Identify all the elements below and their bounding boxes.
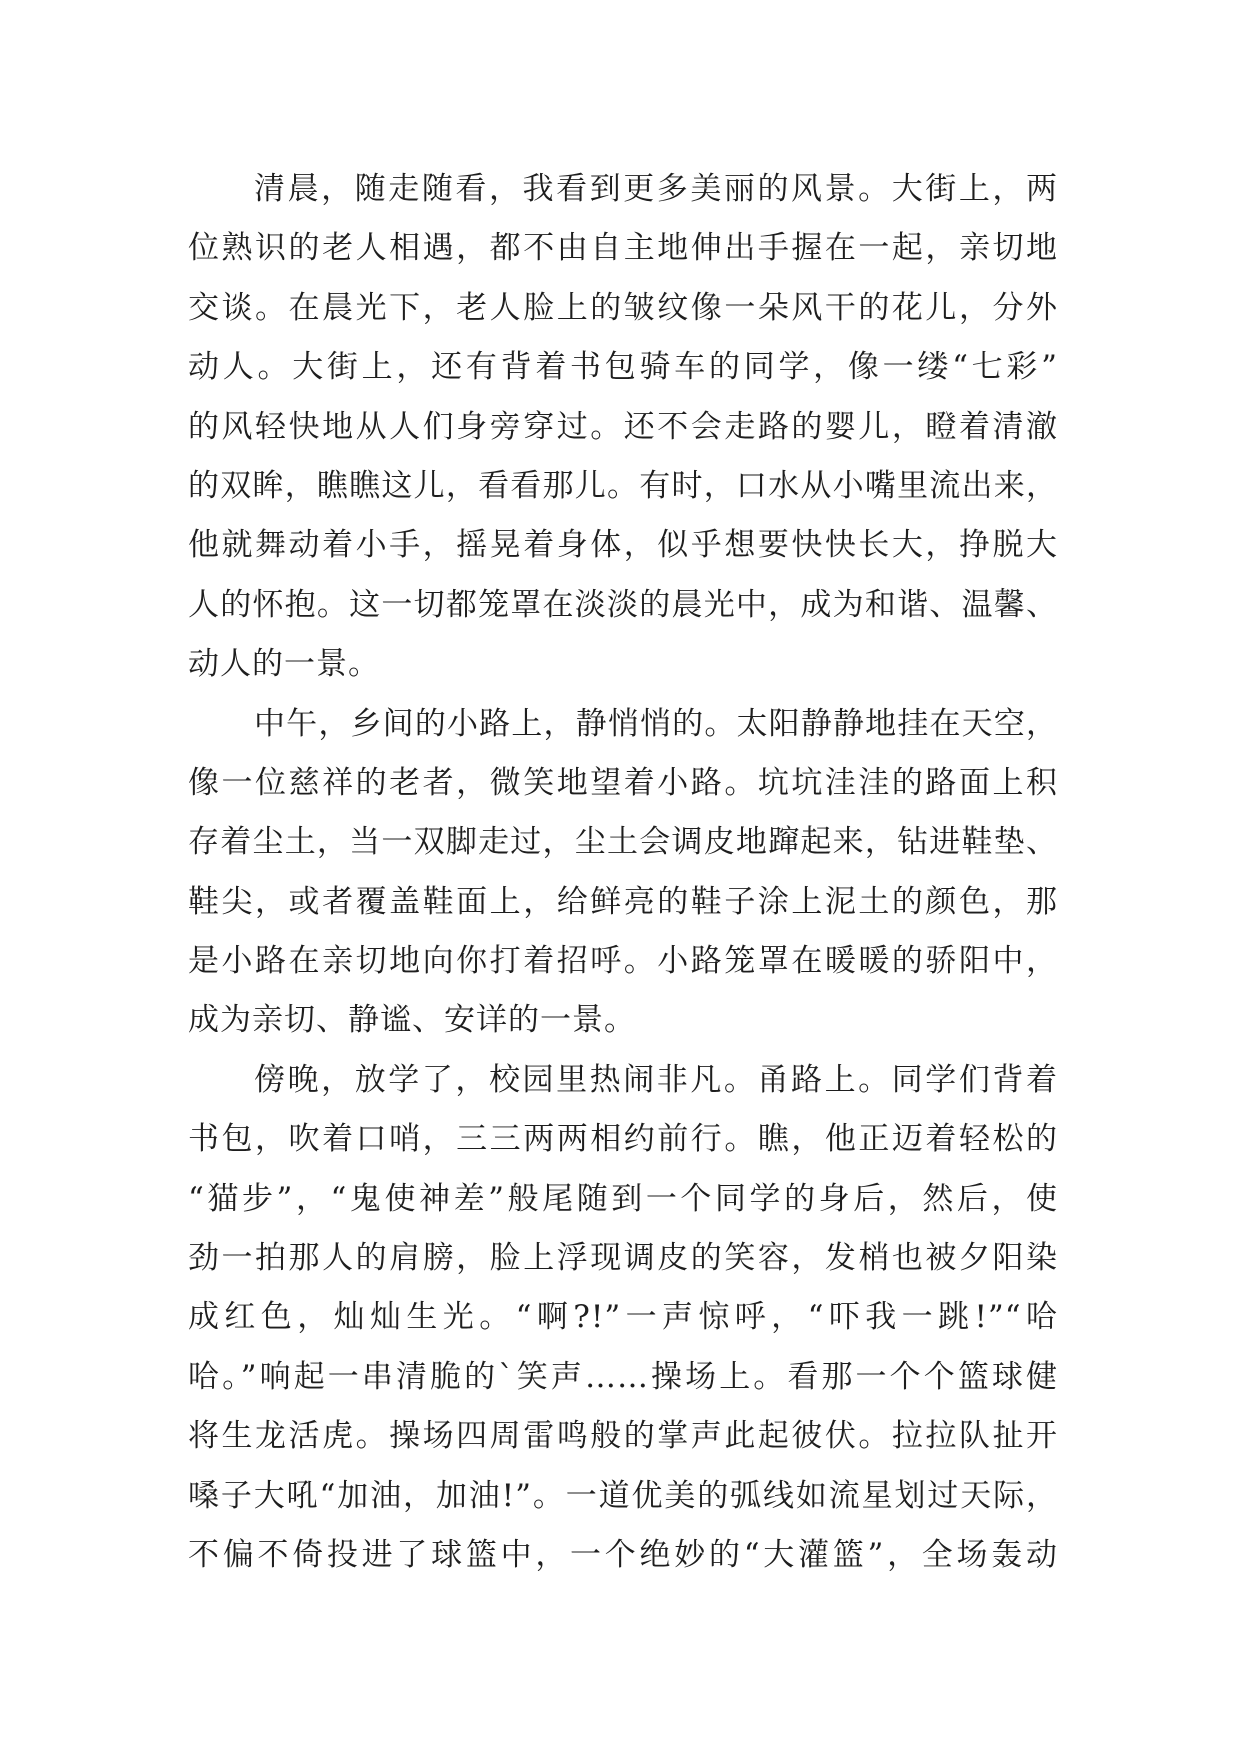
text-line: 成红色，灿灿生光。“啊?!”一声惊呼，“吓我一跳!”“哈 bbox=[188, 1299, 1058, 1336]
text-line: 的风轻快地从人们身旁穿过。还不会走路的婴儿，瞪着清澈 bbox=[188, 408, 1058, 445]
text-line: 位熟识的老人相遇，都不由自主地伸出手握在一起，亲切地 bbox=[188, 230, 1058, 267]
text-line: 傍晚，放学了，校园里热闹非凡。甬路上。同学们背着 bbox=[254, 1061, 1058, 1098]
text-line: 是小路在亲切地向你打着招呼。小路笼罩在暖暖的骄阳中， bbox=[188, 943, 1058, 980]
text-line: 不偏不倚投进了球篮中，一个绝妙的“大灌篮”，全场轰动 bbox=[188, 1536, 1058, 1573]
text-line: “猫步”，“鬼使神差”般尾随到一个同学的身后，然后，使 bbox=[188, 1180, 1058, 1217]
text-line: 书包，吹着口哨，三三两两相约前行。瞧，他正迈着轻松的 bbox=[188, 1121, 1058, 1158]
text-line: 劲一拍那人的肩膀，脸上浮现调皮的笑容，发梢也被夕阳染 bbox=[188, 1240, 1058, 1277]
text-line: 中午，乡间的小路上，静悄悄的。太阳静静地挂在天空， bbox=[254, 705, 1058, 742]
body-text bbox=[188, 160, 1058, 1585]
text-line: 哈。”响起一串清脆的`笑声……操场上。看那一个个篮球健 bbox=[188, 1358, 1058, 1395]
text-line: 动人。大街上，还有背着书包骑车的同学，像一缕“七彩” bbox=[188, 349, 1058, 386]
text-line: 动人的一景。 bbox=[188, 646, 380, 683]
text-line: 嗓子大吼“加油，加油!”。一道优美的弧线如流星划过天际， bbox=[188, 1477, 1058, 1514]
text-line: 交谈。在晨光下，老人脸上的皱纹像一朵风干的花儿，分外 bbox=[188, 289, 1058, 326]
text-line: 鞋尖，或者覆盖鞋面上，给鲜亮的鞋子涂上泥土的颜色，那 bbox=[188, 883, 1058, 920]
text-line: 人的怀抱。这一切都笼罩在淡淡的晨光中，成为和谐、温馨、 bbox=[188, 586, 1058, 623]
text-line: 像一位慈祥的老者，微笑地望着小路。坑坑洼洼的路面上积 bbox=[188, 764, 1058, 801]
text-line: 他就舞动着小手，摇晃着身体，似乎想要快快长大，挣脱大 bbox=[188, 527, 1058, 564]
text-line: 存着尘土，当一双脚走过，尘土会调皮地蹿起来，钻进鞋垫、 bbox=[188, 824, 1058, 861]
text-line: 成为亲切、静谧、安详的一景。 bbox=[188, 1002, 636, 1039]
text-line: 清晨，随走随看，我看到更多美丽的风景。大街上，两 bbox=[254, 171, 1058, 207]
text-line: 的双眸，瞧瞧这儿，看看那儿。有时，口水从小嘴里流出来， bbox=[188, 467, 1058, 504]
text-line: 将生龙活虎。操场四周雷鸣般的掌声此起彼伏。拉拉队扯开 bbox=[188, 1418, 1058, 1455]
